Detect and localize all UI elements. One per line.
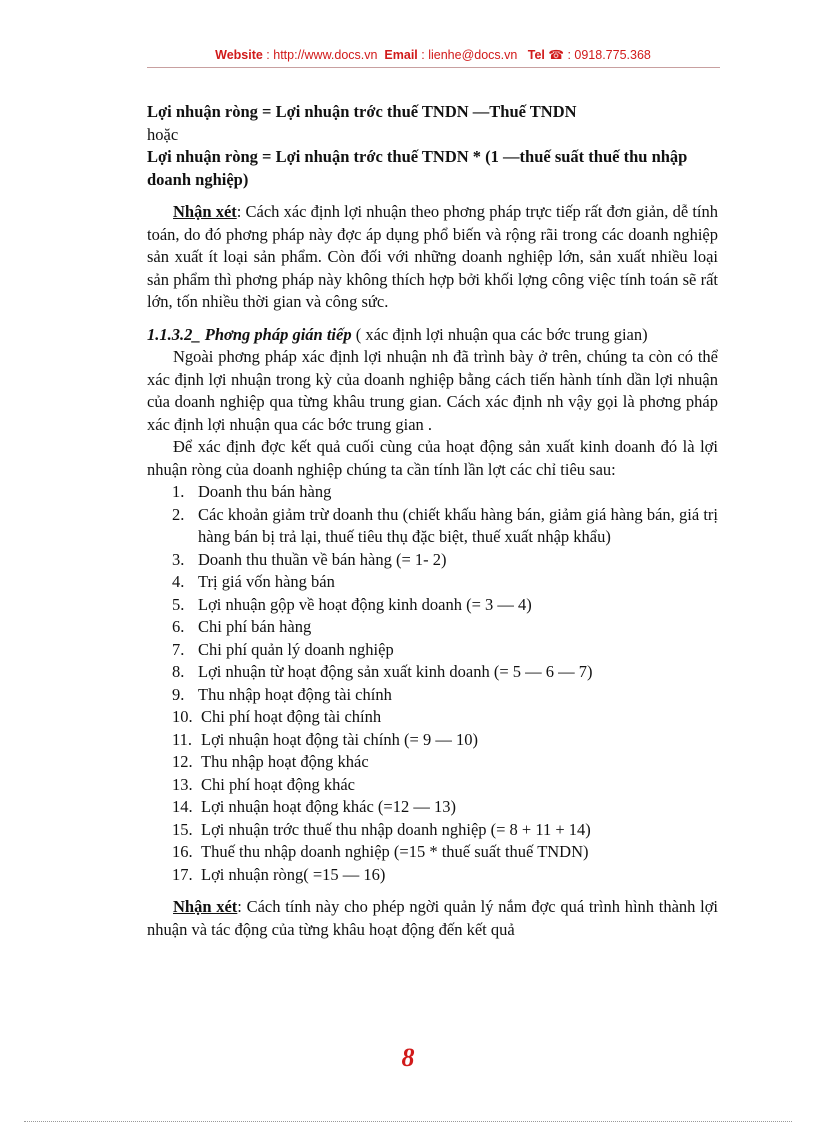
list-item xyxy=(147,774,718,797)
list-item xyxy=(147,639,718,662)
list-item-text: Chi phí bán hàng xyxy=(198,617,312,636)
list-item xyxy=(147,481,718,504)
remark-lead: Nhận xét xyxy=(173,202,237,221)
remark-lead: Nhận xét xyxy=(173,897,238,916)
list-item-text: Lợi nhuận từ hoạt động sản xuất kinh doanh (= 5 — 6 — 7) xyxy=(198,662,593,681)
website-label: Website xyxy=(215,48,263,62)
list-item-text: Trị giá vốn hàng bán xyxy=(198,572,335,591)
email-separator: : xyxy=(417,48,429,62)
section-title: 1.1.3.2_ Phơng pháp gián tiếp xyxy=(147,324,352,344)
list-item-text: Chi phí quản lý doanh nghiệp xyxy=(198,639,394,659)
list-item-text: Thuế thu nhập doanh nghiệp (=15 * thuế suất thuế TNDN) xyxy=(201,842,589,861)
list-item xyxy=(147,684,718,707)
formula-line-1: Lợi nhuận ròng = Lợi nhuận trớc thuế TNDN —Thuế TNDN xyxy=(147,102,577,121)
body-paragraph: Để xác định đợc kết quả cuối cùng của hoạt động sản xuất kinh doanh đó là lợi nhuận ròng của doanh nghiệp chúng ta cần tính lần lợt các chỉ tiêu sau: xyxy=(147,437,718,479)
list-item-number: 15. xyxy=(172,819,193,839)
list-item-number: 6. xyxy=(172,617,185,636)
website-link[interactable]: http://www.docs.vn xyxy=(273,48,378,62)
list-item-number: 7. xyxy=(172,639,185,659)
website-separator: : xyxy=(262,48,274,62)
steps-list xyxy=(147,481,718,886)
list-item xyxy=(147,706,718,729)
list-item-text: Lợi nhuận ròng( =15 — 16) xyxy=(201,864,386,884)
list-item-text: Chi phí hoạt động khác xyxy=(201,774,355,794)
email-label: Email xyxy=(384,48,418,62)
list-item-number: 2. xyxy=(172,504,185,524)
email-link[interactable]: lienhe@docs.vn xyxy=(428,48,518,62)
list-item xyxy=(147,819,718,842)
page-number: 8 xyxy=(401,1043,415,1072)
list-item-text: Lợi nhuận gộp về hoạt động kinh doanh (= 3 — 4) xyxy=(198,594,532,614)
tel-label: Tel xyxy=(527,48,545,62)
list-item-text: Các khoản giảm trừ doanh thu (chiết khấu hàng bán, giảm giá hàng bán, giá trị hàng bán bị trả lại, thuế tiêu thụ đặc biệt, thuế xuất nhập khẩu) xyxy=(198,504,718,546)
list-item xyxy=(147,751,718,774)
remark-text: : Cách tính này cho phép ngời quản lý nắm đợc quá trình hình thành lợi nhuận và tác động của từng khâu hoạt động đến kết quả xyxy=(147,897,719,939)
list-item xyxy=(147,729,718,752)
list-item xyxy=(147,841,718,864)
list-item-number: 8. xyxy=(172,662,185,681)
list-item-number: 11. xyxy=(172,729,193,749)
section-subtitle: ( xác định lợi nhuận qua các bớc trung gian) xyxy=(351,324,648,344)
tel-value: : 0918.775.368 xyxy=(567,48,651,62)
remark-paragraph-1 xyxy=(147,201,718,314)
list-item-text: Chi phí hoạt động tài chính xyxy=(201,707,382,726)
list-item-number: 4. xyxy=(172,572,185,591)
list-item xyxy=(147,864,718,887)
page-header xyxy=(148,47,718,62)
body-paragraph: Ngoài phơng pháp xác định lợi nhuận nh đã trình bày ở trên, chúng ta còn có thể xác định lợi nhuận trong kỳ của doanh nghiệp bằng cách tiến hành tính dần lợi nhuận của doanh nghiệp qua từng khâu trung gian. Cách xác định nh vậy gọi là phơng pháp xác định lợi nhuận qua các bớc trung gian . xyxy=(147,347,718,434)
list-item-text: Doanh thu bán hàng xyxy=(198,482,332,501)
list-item-number: 14. xyxy=(172,797,193,816)
list-item-number: 12. xyxy=(172,752,193,771)
remark-text: : Cách xác định lợi nhuận theo phơng pháp trực tiếp rất đơn giản, dễ tính toán, do đó phơng pháp này đợc áp dụng phổ biến và rộng rãi trong các doanh nghiệp sản xuất ít loại sản phẩm. Còn đối với những doanh nghiệp lớn, sản xuất nhiều loại sản phẩm thì phơng pháp này không thích hợp bởi khối lợng công việc tính toán sẽ rất lớn, tốn nhiều thời gian và công sức. xyxy=(147,202,718,311)
list-item-number: 16. xyxy=(172,842,193,861)
list-item xyxy=(147,661,718,684)
list-item xyxy=(147,549,718,572)
formula-or: hoặc xyxy=(147,124,179,144)
list-item-number: 13. xyxy=(172,774,193,794)
list-item-text: Lợi nhuận hoạt động tài chính (= 9 — 10) xyxy=(201,729,478,749)
formula-line-2: Lợi nhuận ròng = Lợi nhuận trớc thuế TNDN * (1 —thuế suất thuế thu nhập doanh nghiệp) xyxy=(147,147,688,189)
phone-icon: ☎ xyxy=(548,48,564,62)
list-item-number: 5. xyxy=(172,594,185,614)
list-item-text: Thu nhập hoạt động tài chính xyxy=(198,684,392,704)
list-item-number: 3. xyxy=(172,549,185,569)
list-item xyxy=(147,571,718,594)
list-item-text: Lợi nhuận hoạt động khác (=12 — 13) xyxy=(201,797,456,816)
list-item-number: 9. xyxy=(172,684,185,704)
remark-paragraph-2 xyxy=(147,896,718,941)
footer-divider xyxy=(24,1121,792,1122)
list-item xyxy=(147,594,718,617)
section-heading xyxy=(147,324,718,347)
list-item-text: Doanh thu thuần về bán hàng (= 1- 2) xyxy=(198,549,447,569)
list-item-number: 10. xyxy=(172,707,193,726)
list-item-number: 17. xyxy=(172,864,193,884)
list-item xyxy=(147,616,718,639)
header-divider xyxy=(147,67,720,68)
list-item xyxy=(147,796,718,819)
list-item-text: Thu nhập hoạt động khác xyxy=(201,752,369,771)
document-body xyxy=(147,101,718,941)
list-item-text: Lợi nhuận trớc thuế thu nhập doanh nghiệp (= 8 + 11 + 14) xyxy=(201,819,591,839)
list-item-number: 1. xyxy=(172,482,185,501)
list-item xyxy=(147,504,718,549)
